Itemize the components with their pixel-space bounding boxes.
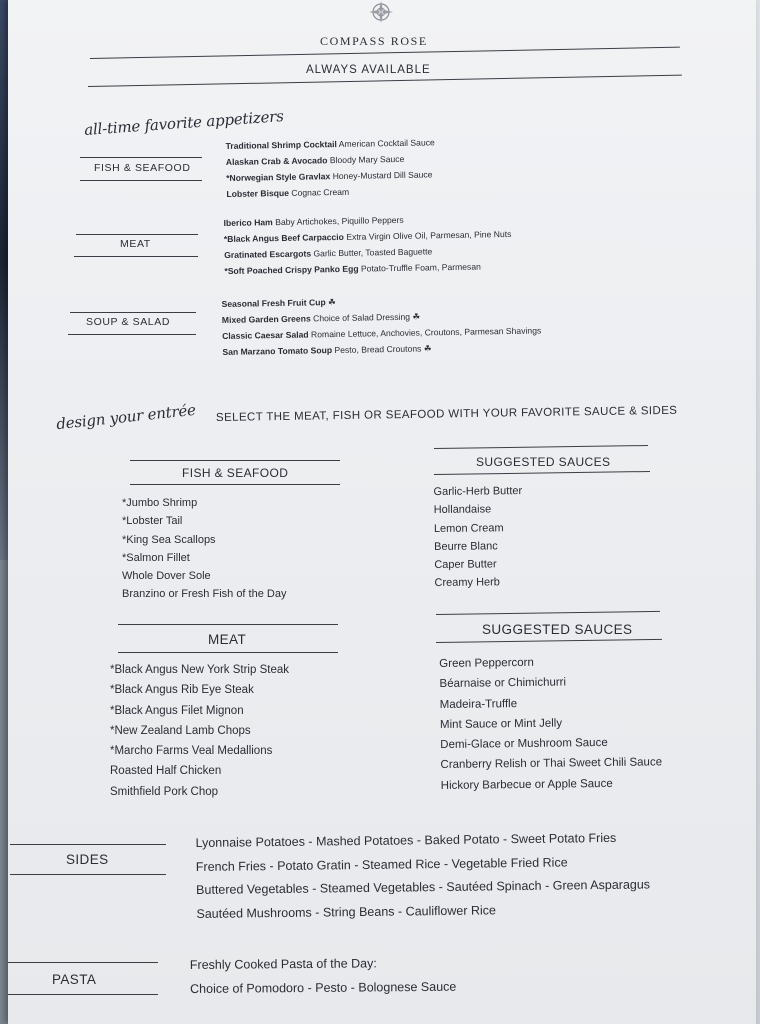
sides-title: SIDES [66, 852, 109, 867]
category-rule [118, 652, 338, 653]
category-rule [118, 624, 338, 625]
category-rule [68, 334, 196, 335]
list-item: *Lobster Tail [122, 515, 183, 528]
list-item: *Salmon Fillet [122, 551, 190, 564]
compass-rose-icon [364, 0, 398, 26]
list-item: Béarnaise or Chimichurri [439, 676, 567, 691]
list-item: Hollandaise [433, 503, 492, 517]
list-item: Caper Butter [434, 558, 497, 572]
list-item: Madeira-Truffle [439, 697, 518, 711]
list-item: Cranberry Relish or Thai Sweet Chili Sauce [440, 756, 663, 772]
list-item: *Black Angus New York Strip Steak [110, 664, 289, 676]
entree-meat-title: MEAT [208, 632, 247, 647]
subtitle-rule [88, 75, 682, 87]
side-item: Sautéed Mushrooms [196, 905, 312, 921]
side-item: Lyonnaise Potatoes [195, 834, 305, 851]
menu-item: Iberico Ham Baby Artichokes, Piquillo Peppers [223, 214, 404, 229]
category-rule [130, 484, 340, 485]
plant-based-icon: ☘ [412, 311, 421, 322]
list-item: Lemon Cream [433, 521, 504, 535]
side-item: Vegetable Fried Rice [451, 854, 568, 871]
list-item: *New Zealand Lamb Chops [110, 724, 251, 737]
app-fish-title: FISH & SEAFOOD [94, 162, 191, 174]
category-rule [80, 180, 202, 181]
list-item: *Marcho Farms Veal Medallions [110, 745, 273, 758]
menu-item: San Marzano Tomato Soup Pesto, Bread Croutons ☘ [222, 343, 432, 357]
list-item: Hickory Barbecue or Apple Sauce [440, 777, 613, 792]
side-item: Steamed Vegetables [319, 880, 436, 896]
meat-sauces-list [439, 651, 662, 796]
pasta-choices: Choice of Pomodoro - Pesto - Bolognese Sauce [190, 979, 457, 996]
side-item: String Beans [322, 904, 395, 919]
side-item: Green Asparagus [552, 877, 651, 893]
subtitle: ALWAYS AVAILABLE [306, 64, 431, 76]
entree-fish-list [122, 494, 286, 604]
pasta-text [190, 952, 457, 1001]
menu-item: *Black Angus Beef Carpaccio Extra Virgin Olive Oil, Parmesan, Pine Nuts [223, 228, 512, 245]
sides-list [195, 826, 650, 926]
list-item: Mint Sauce or Mint Jelly [439, 717, 563, 731]
list-item: *King Sea Scallops [122, 533, 216, 546]
category-rule [76, 234, 198, 235]
menu-item: Traditional Shrimp Cocktail American Cocktail Sauce [225, 137, 435, 152]
sides-line: French Fries - Potato Gratin - Steamed Rice - Vegetable Fried Rice [195, 854, 568, 874]
list-item: Garlic-Herb Butter [433, 485, 523, 499]
entree-meat-list [110, 660, 289, 802]
plant-based-icon: ☘ [327, 297, 336, 308]
menu-item: Seasonal Fresh Fruit Cup ☘ [221, 297, 336, 310]
side-item: Sweet Potato Fries [510, 830, 617, 847]
menu-item: Gratinated Escargots Garlic Butter, Toasted Baguette [224, 246, 433, 260]
category-rule [130, 460, 340, 461]
category-rule [10, 844, 166, 845]
list-item: *Black Angus Filet Mignon [110, 704, 244, 717]
pasta-choice: Pesto [315, 980, 348, 995]
app-soup-title: SOUP & SALAD [86, 316, 171, 328]
list-item: Creamy Herb [434, 576, 500, 590]
list-item: Roasted Half Chicken [110, 765, 222, 778]
brand-name: COMPASS ROSE [320, 34, 428, 48]
category-rule [436, 611, 660, 615]
category-rule [434, 445, 648, 449]
entree-instruction: SELECT THE MEAT, FISH OR SEAFOOD WITH YOUR FAVORITE SAUCE & SIDES [215, 404, 678, 424]
fish-sauces-list [433, 482, 523, 593]
app-meat-list [223, 210, 512, 279]
meat-sauces-title: SUGGESTED SAUCES [482, 622, 633, 637]
menu-item: Mixed Garden Greens Choice of Salad Dressing ☘ [221, 311, 421, 326]
menu-page [8, 0, 756, 1024]
plant-based-icon: ☘ [423, 343, 432, 354]
side-item: Potato Gratin [277, 857, 351, 873]
pasta-choice: Bolognese Sauce [358, 979, 457, 995]
side-item: French Fries [195, 858, 267, 874]
menu-item: Classic Caesar Salad Romaine Lettuce, Anchovies, Croutons, Parmesan Shavings [222, 325, 542, 341]
menu-item: Lobster Bisque Cognac Cream [226, 186, 350, 199]
category-rule [434, 471, 650, 475]
sides-line: Buttered Vegetables - Steamed Vegetables - Sautéed Spinach - Green Asparagus [196, 877, 651, 897]
category-rule [74, 256, 198, 257]
sides-line: Sautéed Mushrooms - String Beans - Cauliflower Rice [196, 902, 497, 921]
list-item: Branzino or Fresh Fish of the Day [122, 588, 287, 601]
side-item: Baked Potato [424, 832, 500, 848]
side-item: Sautéed Spinach [446, 878, 542, 894]
app-soup-list [221, 290, 541, 360]
side-item: Cauliflower Rice [405, 902, 497, 918]
app-fish-list [225, 134, 435, 202]
side-item: Mashed Potatoes [315, 833, 414, 849]
list-item: *Black Angus Rib Eye Steak [110, 684, 254, 697]
list-item: *Jumbo Shrimp [122, 497, 198, 509]
menu-item: *Soft Poached Crispy Panko Egg Potato-Truffle Foam, Parmesan [224, 261, 481, 276]
list-item: Whole Dover Sole [122, 570, 211, 583]
list-item: Smithfield Pork Chop [110, 785, 219, 798]
pasta-choice: Pomodoro [246, 980, 305, 996]
side-item: Steamed Rice [361, 856, 441, 872]
app-meat-title: MEAT [120, 238, 151, 250]
category-rule [436, 639, 662, 643]
appetizers-heading: all-time favorite appetizers [83, 107, 285, 139]
category-rule [80, 157, 202, 158]
category-rule [10, 874, 166, 875]
fish-sauces-title: SUGGESTED SAUCES [476, 455, 611, 469]
list-item: Beurre Blanc [434, 540, 498, 553]
pasta-title: PASTA [52, 972, 97, 987]
entree-heading: design your entrée [55, 400, 197, 434]
list-item: Green Peppercorn [439, 656, 534, 671]
side-item: Buttered Vegetables [196, 881, 309, 897]
category-rule [70, 312, 196, 313]
menu-item: *Norwegian Style Gravlax Honey-Mustard Dill Sauce [226, 169, 433, 183]
category-rule [8, 994, 158, 995]
entree-fish-title: FISH & SEAFOOD [182, 466, 289, 480]
category-rule [8, 962, 158, 963]
sides-line: Lyonnaise Potatoes - Mashed Potatoes - Baked Potato - Sweet Potato Fries [195, 830, 617, 851]
menu-item: Alaskan Crab & Avocado Bloody Mary Sauce [225, 153, 405, 168]
pasta-line: Freshly Cooked Pasta of the Day: [189, 956, 377, 973]
list-item: Demi-Glace or Mushroom Sauce [440, 737, 608, 752]
